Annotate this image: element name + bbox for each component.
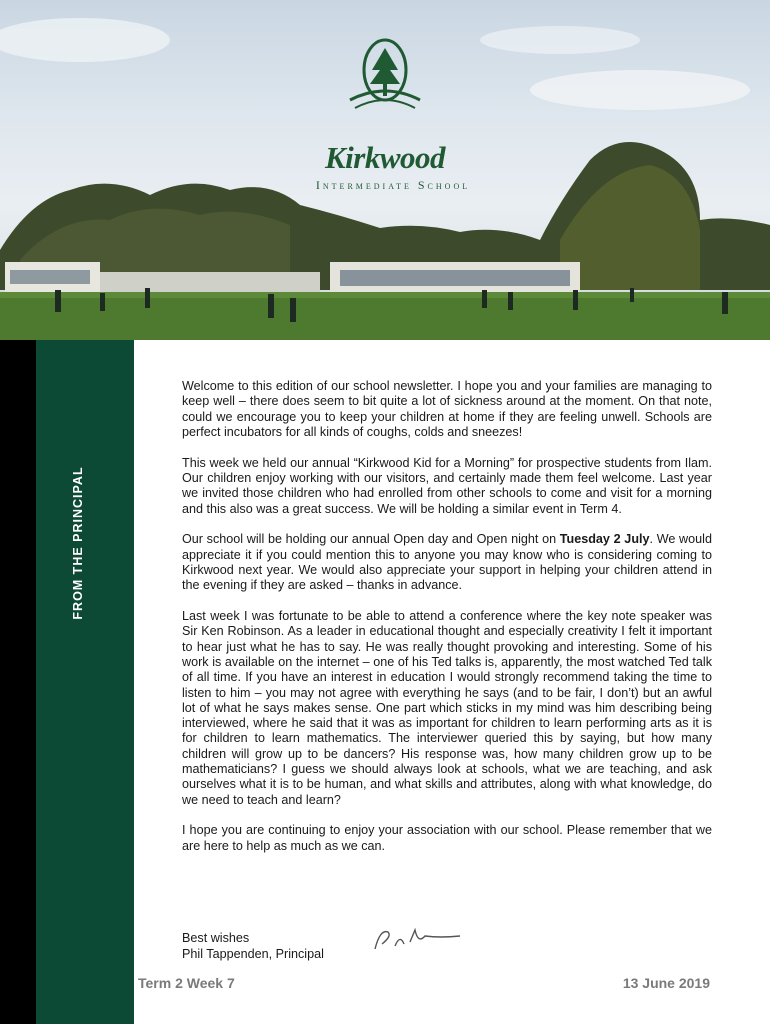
paragraph-conference: Last week I was fortunate to be able to attend a conference where the key note speaker was Sir Ken Robinson. As a leader in educational thought and especially creativity I felt it important to hear just what he has to say. He was really thought provoking and interesting. Some of his work is available on the internet – one of his Ted talks is, apparently, the most watched Ted talk of all time. If you have an interest in education I would strongly recommend taking the time to listen to him – you may not agree with everything he says (and to be fair, I don’t) but an awful lot of what he says makes sense. One part which sticks in my mind was him describing being interviewed, where he said that it was as important for children to learn performing arts as it is for children to learn mathematics. The interviewer queried this by saying, but how many children will grow up to be dancers? His response was, how many children grow up to be mathematicians? I guess we should always look at schools, what we are teaching, and ask ourselves what it is to be human, and what skills and attributes, along with what knowledge, do we need to teach and learn? bbox=[182, 609, 712, 807]
paragraph-open-day bbox=[182, 532, 712, 593]
signoff-closing: Best wishes bbox=[182, 931, 250, 945]
left-green-sidebar bbox=[36, 340, 134, 1024]
signature-image bbox=[370, 924, 470, 954]
section-title-text: FROM THE PRINCIPAL bbox=[71, 466, 85, 620]
footer-term: Term 2 Week 7 bbox=[138, 975, 235, 991]
school-logo bbox=[300, 20, 500, 192]
open-day-text-rest: . We would appreciate it if you could mention this to anyone you may know who is considering coming to Kirkwood next year. We would also appreciate your support in helping your children attend in the evening if they are asked – thanks in advance. bbox=[182, 532, 712, 593]
open-day-date: Tuesday 2 July bbox=[559, 532, 650, 547]
signoff-name: Phil Tappenden, Principal bbox=[182, 947, 324, 961]
signoff-block bbox=[182, 930, 324, 962]
paragraph-welcome: Welcome to this edition of our school newsletter. I hope you and your families are managing to keep well – there does seem to bit quite a lot of sickness around at the moment. On that note, could we encourage you to keep your children at home if they are feeling unwell. Schools are perfect incubators for all kinds of coughs, colds and sneezes! bbox=[182, 379, 712, 439]
left-black-stripe bbox=[0, 340, 36, 1024]
school-subtitle: Intermediate School bbox=[315, 178, 471, 192]
newsletter-body bbox=[182, 379, 712, 870]
header-banner bbox=[0, 0, 770, 340]
school-name: Kirkwood bbox=[324, 140, 446, 175]
paragraph-kirkwood-kid: This week we held our annual “Kirkwood Kid for a Morning” for prospective students from Ilam. Our children enjoy working with our visitors, and certainly made them feel welcome. Last year we invited those children who had enrolled from other schools to come and visit for a morning and this also was a great success. We will be holding a similar event in Term 4. bbox=[182, 455, 712, 516]
paragraph-closing: I hope you are continuing to enjoy your association with our school. Please remember that we are here to help as much as we can. bbox=[182, 823, 712, 853]
open-day-text: Our school will be holding our annual Open day and Open night on bbox=[182, 532, 560, 547]
footer-date: 13 June 2019 bbox=[622, 975, 710, 991]
tree-emblem-icon bbox=[300, 20, 470, 140]
